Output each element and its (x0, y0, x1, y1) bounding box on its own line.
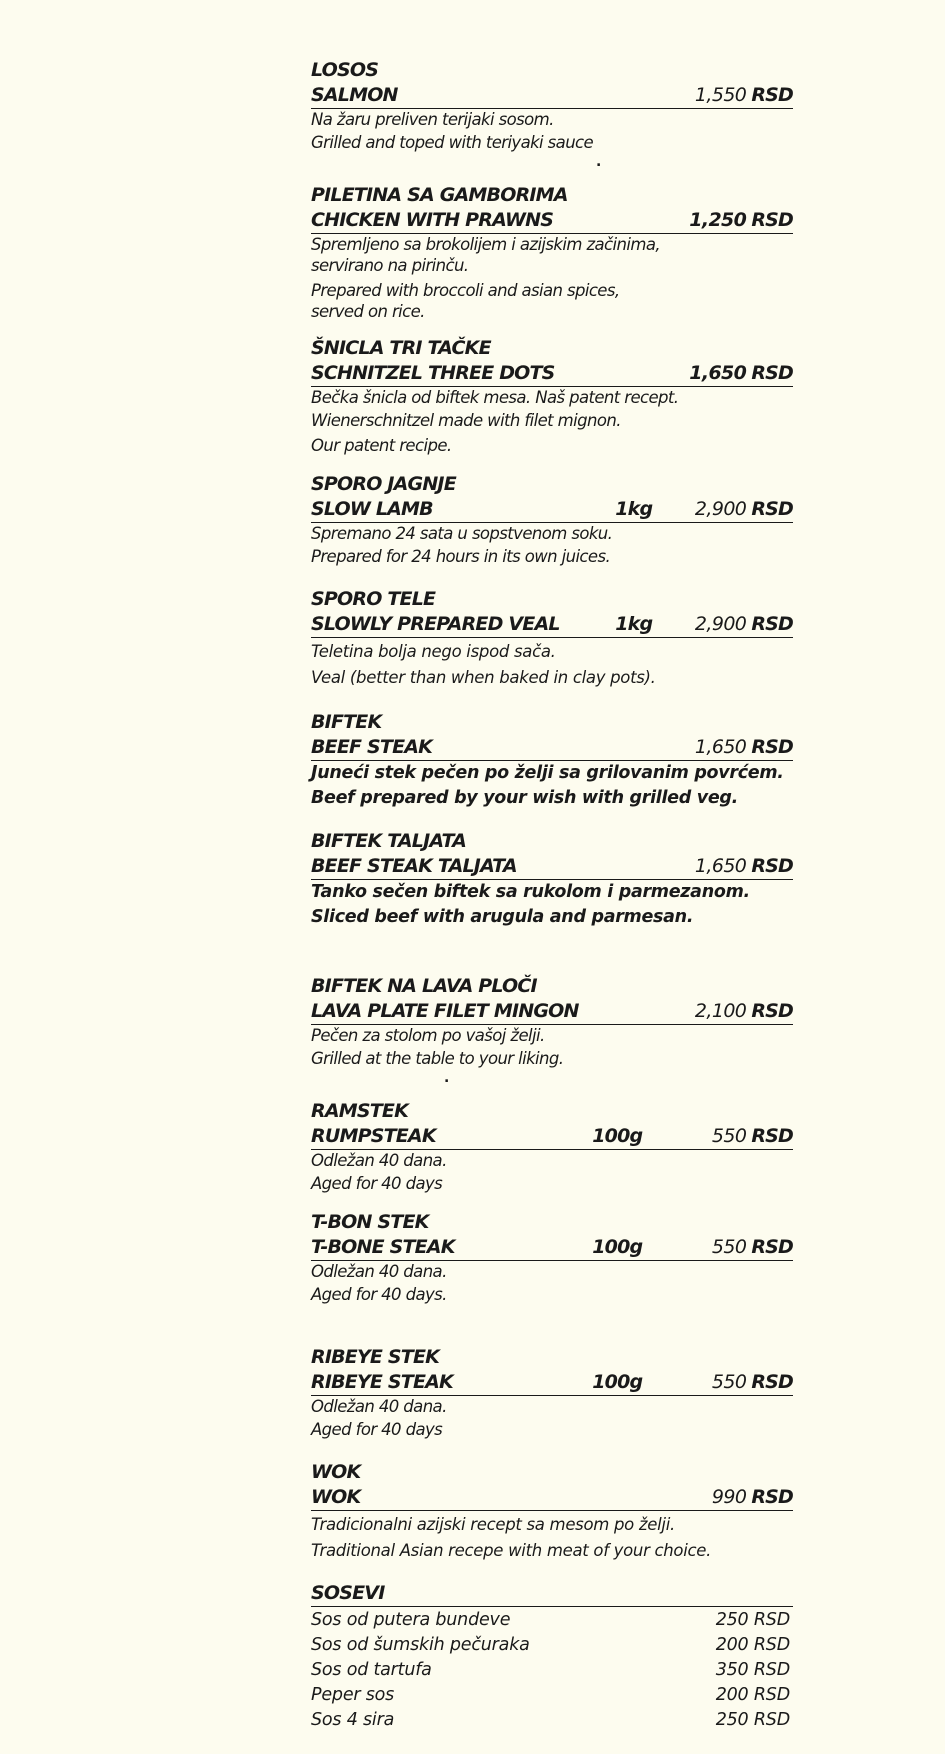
item-desc-line: Traditional Asian recepe with meat of your choice. (311, 1541, 712, 1560)
item-price: 2,100 (694, 1000, 747, 1022)
item-desc-line: Aged for 40 days (311, 1174, 443, 1193)
item-desc-line: servirano na pirinču. (311, 256, 469, 275)
item-desc-line: Odležan 40 dana. (311, 1397, 447, 1416)
item-name-en: BEEF STEAK (311, 736, 433, 758)
item-desc-line: Grilled and toped with teriyaki sauce (311, 133, 594, 152)
item-desc-line: Our patent recipe. (311, 436, 452, 455)
item-name-en: SCHNITZEL THREE DOTS (311, 362, 555, 384)
sauces-header-row (311, 1581, 793, 1607)
menu-item-schnitzel (311, 336, 793, 458)
menu-item-slow-lamb (311, 472, 793, 569)
sauce-name: Sos od putera bundeve (311, 1610, 511, 1630)
item-price: 2,900 (694, 613, 747, 635)
item-quantity: 100g (592, 1236, 643, 1258)
sauce-price: 200 RSD (715, 1685, 790, 1705)
item-name-en: CHICKEN WITH PRAWNS (311, 209, 554, 231)
item-name-en: LAVA PLATE FILET MINGON (311, 1000, 579, 1022)
item-desc-line: served on rice. (311, 302, 425, 321)
item-header-row (311, 208, 793, 234)
item-desc-line: Juneći stek pečen po želji sa grilovanim povrćem. (311, 763, 784, 783)
sauce-name: Peper sos (311, 1685, 395, 1705)
item-name-sr: T-BON STEK (311, 1211, 429, 1233)
item-price: 2,900 (694, 498, 747, 520)
menu-item-slow-veal (311, 587, 793, 690)
item-header-row (311, 1370, 793, 1396)
item-header-row (311, 999, 793, 1025)
item-currency: RSD (751, 362, 793, 384)
sauce-price: 350 RSD (715, 1660, 790, 1680)
item-desc-line: Tanko sečen biftek sa rukolom i parmezanom. (311, 882, 750, 902)
item-header-row (311, 1485, 793, 1511)
item-desc-line: Na žaru preliven terijaki sosom. (311, 110, 554, 129)
sauce-row (311, 1633, 793, 1658)
stray-dot: . (444, 1070, 450, 1086)
item-desc-line: Odležan 40 dana. (311, 1151, 447, 1170)
sauce-row (311, 1708, 793, 1733)
item-name-sr: LOSOS (311, 59, 379, 81)
menu-item-salmon (311, 58, 793, 169)
item-desc-line: Sliced beef with arugula and parmesan. (311, 907, 694, 927)
item-desc-line: Teletina bolja nego ispod sača. (311, 642, 556, 661)
item-name-sr: WOK (311, 1461, 361, 1483)
item-currency: RSD (751, 1125, 793, 1147)
item-name-en: BEEF STEAK TALJATA (311, 855, 517, 877)
item-desc-line: Beef prepared by your wish with grilled veg. (311, 788, 739, 808)
item-name-en: SLOW LAMB (311, 498, 433, 520)
sauce-price: 250 RSD (715, 1610, 790, 1630)
item-desc-line: Aged for 40 days (311, 1420, 443, 1439)
sauce-name: Sos od tartufa (311, 1660, 432, 1680)
item-price: 1,250 (689, 209, 747, 231)
item-currency: RSD (751, 498, 793, 520)
item-price: 1,650 (694, 736, 747, 758)
item-price: 550 (711, 1236, 747, 1258)
item-price: 550 (711, 1125, 747, 1147)
item-name-en: WOK (311, 1486, 361, 1508)
item-desc-line: Odležan 40 dana. (311, 1262, 447, 1281)
item-desc-line: Prepared with broccoli and asian spices, (311, 281, 620, 300)
sauce-name: Sos od šumskih pečuraka (311, 1635, 530, 1655)
item-currency: RSD (751, 209, 793, 231)
item-desc-line: Grilled at the table to your liking. (311, 1049, 564, 1068)
sauce-price: 250 RSD (715, 1710, 790, 1730)
item-name-sr: BIFTEK NA LAVA PLOČI (311, 975, 537, 997)
item-header-row (311, 1235, 793, 1261)
item-quantity: 1kg (615, 498, 653, 520)
item-header-row (311, 497, 793, 523)
item-name-en: T-BONE STEAK (311, 1236, 455, 1258)
item-currency: RSD (751, 84, 793, 106)
item-name-sr: RAMSTEK (311, 1100, 408, 1122)
item-desc-line: Spremljeno sa brokolijem i azijskim začinima, (311, 235, 660, 254)
item-name-sr: BIFTEK (311, 711, 382, 733)
item-desc-line: Aged for 40 days. (311, 1285, 447, 1304)
sauce-price: 200 RSD (715, 1635, 790, 1655)
menu-item-t-bone (311, 1210, 793, 1307)
item-name-en: SLOWLY PREPARED VEAL (311, 613, 560, 635)
item-desc-line: Prepared for 24 hours in its own juices. (311, 547, 611, 566)
item-desc-line: Pečen za stolom po vašoj želji. (311, 1026, 545, 1045)
item-price: 1,650 (689, 362, 747, 384)
item-currency: RSD (751, 1000, 793, 1022)
menu-item-rumpsteak (311, 1099, 793, 1196)
menu-item-beef-taljata (311, 829, 793, 930)
item-quantity: 100g (592, 1125, 643, 1147)
menu-item-beef-steak (311, 710, 793, 811)
item-header-row (311, 854, 793, 880)
item-currency: RSD (751, 1371, 793, 1393)
sauce-row (311, 1658, 793, 1683)
item-quantity: 100g (592, 1371, 643, 1393)
item-header-row (311, 612, 793, 638)
item-desc-line: Wienerschnitzel made with filet mignon. (311, 411, 621, 430)
item-name-sr: ŠNICLA TRI TAČKE (311, 337, 491, 359)
item-price: 990 (711, 1486, 747, 1508)
item-price: 550 (711, 1371, 747, 1393)
menu-page (311, 58, 793, 1747)
item-desc-line: Bečka šnicla od biftek mesa. Naš patent recept. (311, 388, 679, 407)
item-quantity: 1kg (615, 613, 653, 635)
item-price: 1,550 (694, 84, 747, 106)
item-currency: RSD (751, 1486, 793, 1508)
menu-item-ribeye (311, 1345, 793, 1442)
item-name-en: RUMPSTEAK (311, 1125, 436, 1147)
item-header-row (311, 1124, 793, 1150)
stray-dot: . (596, 154, 602, 170)
item-header-row (311, 83, 793, 109)
item-header-row (311, 735, 793, 761)
item-desc-line: Veal (better than when baked in clay pots). (311, 668, 656, 687)
item-desc-line: Spremano 24 sata u sopstvenom soku. (311, 524, 613, 543)
menu-item-wok (311, 1460, 793, 1563)
menu-item-chicken-prawns (311, 183, 793, 322)
item-name-en: SALMON (311, 84, 398, 106)
item-name-sr: BIFTEK TALJATA (311, 830, 467, 852)
item-header-row (311, 361, 793, 387)
item-price: 1,650 (694, 855, 747, 877)
menu-item-lava-plate (311, 974, 793, 1085)
item-desc-line: Tradicionalni azijski recept sa mesom po želji. (311, 1515, 675, 1534)
item-currency: RSD (751, 1236, 793, 1258)
sauces-title: SOSEVI (311, 1582, 385, 1604)
item-currency: RSD (751, 736, 793, 758)
sauce-name: Sos 4 sira (311, 1710, 395, 1730)
item-currency: RSD (751, 855, 793, 877)
item-currency: RSD (751, 613, 793, 635)
item-name-sr: RIBEYE STEK (311, 1346, 440, 1368)
item-name-en: RIBEYE STEAK (311, 1371, 453, 1393)
sauces-section (311, 1581, 793, 1733)
item-name-sr: SPORO JAGNJE (311, 473, 456, 495)
item-name-sr: PILETINA SA GAMBORIMA (311, 184, 568, 206)
sauce-row (311, 1683, 793, 1708)
sauce-row (311, 1608, 793, 1633)
item-name-sr: SPORO TELE (311, 588, 436, 610)
